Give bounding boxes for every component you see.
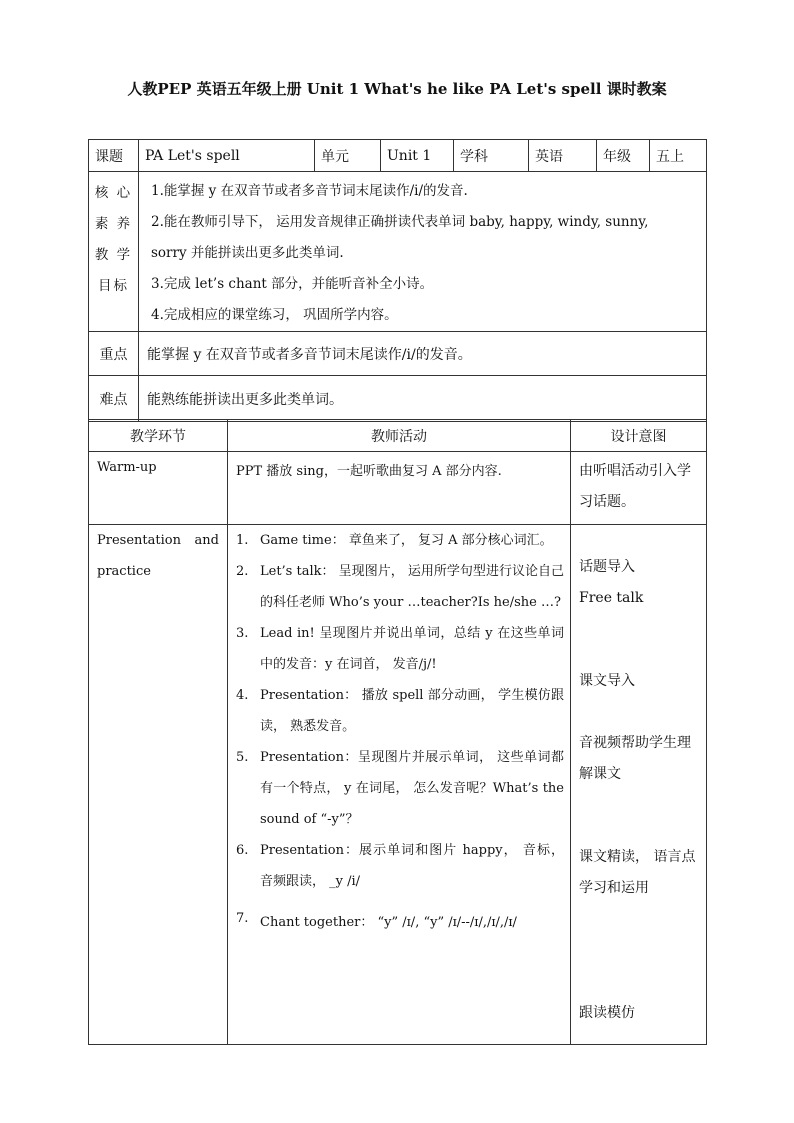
activity-step: 7. Chant together： “y” /ɪ/, “y” /ɪ/--/ɪ/,/ɪ/,/ɪ/ — [236, 911, 517, 930]
difficulty-text: 能熟练能拼读出更多此类单词。 — [139, 376, 707, 422]
activity-header: 教师活动 — [228, 420, 571, 452]
intent-header: 设计意图 — [571, 420, 707, 452]
goal-item: 4.完成相应的课堂练习， 巩固所学内容。 — [151, 307, 398, 323]
goal-item: 2.能在教师引导下， 运用发音规律正确拼读代表单词 baby, happy, windy, sunny, — [151, 214, 649, 230]
key-point-label: 重点 — [89, 332, 139, 376]
grade-label: 年级 — [597, 140, 650, 172]
intent-note: 话题导入 — [579, 559, 635, 575]
activity-step: 1. Game time： 章鱼来了， 复习 A 部分核心词汇。 — [236, 533, 553, 548]
goal-item: 1.能掌握 y 在双音节或者多音节词末尾读作/i/的发音. — [151, 183, 468, 199]
warmup-intent: 由听唱活动引入学习话题。 — [571, 452, 707, 525]
subject-value: 英语 — [529, 140, 597, 172]
activity-step: 2. Let’s talk： 呈现图片， 运用所学句型进行议论自己的科任老师 Who’s your …teacher?Is he/she …? — [236, 564, 564, 610]
activity-step: 5. Presentation：呈现图片并展示单词， 这些单词都有一个特点， y 在词尾， 怎么发音呢？What’s the sound of “-y”？ — [236, 750, 564, 827]
presentation-activities — [228, 525, 571, 1045]
intent-note: 课文精读， 语言点学习和运用 — [579, 849, 696, 896]
goal-item: 3.完成 let’s chant 部分，并能听音补全小诗。 — [151, 276, 434, 292]
unit-label: 单元 — [315, 140, 381, 172]
goal-item: sorry 并能拼读出更多此类单词. — [151, 245, 344, 261]
activity-step: 4. Presentation： 播放 spell 部分动画， 学生模仿跟读， 熟悉发音。 — [236, 688, 564, 734]
activity-step: 6. Presentation：展示单词和图片 happy， 音标， 音频跟读， _y /i/ — [236, 843, 564, 889]
course-value: PA Let's spell — [139, 140, 315, 172]
goals-content — [139, 172, 707, 332]
lesson-info-table — [88, 139, 707, 422]
intent-note: 跟读模仿 — [579, 1005, 635, 1021]
warmup-stage: Warm-up — [89, 452, 228, 525]
key-point-text: 能掌握 y 在双音节或者多音节词末尾读作/i/的发音。 — [139, 332, 707, 376]
subject-label: 学科 — [454, 140, 529, 172]
intent-note: Free talk — [579, 590, 644, 606]
difficulty-label: 难点 — [89, 376, 139, 422]
presentation-stage: Presentation and practice — [89, 525, 228, 1045]
unit-value: Unit 1 — [381, 140, 454, 172]
course-label: 课题 — [89, 140, 139, 172]
teaching-process-table — [88, 419, 707, 1045]
warmup-activity: PPT 播放 sing，一起听歌曲复习 A 部分内容. — [228, 452, 571, 525]
grade-value: 五上 — [650, 140, 707, 172]
goals-label: 核 心 素 养 教 学 目标 — [89, 172, 139, 332]
intent-note: 音视频帮助学生理解课文 — [579, 735, 691, 782]
stage-header: 教学环节 — [89, 420, 228, 452]
activity-step: 3. Lead in! 呈现图片并说出单词，总结 y 在这些单词中的发音：y 在词首， 发音/j/! — [236, 626, 564, 672]
intent-note: 课文导入 — [579, 673, 635, 689]
presentation-intents — [571, 525, 707, 1045]
page-title: 人教PEP 英语五年级上册 Unit 1 What's he like PA Let's spell 课时教案 — [127, 80, 667, 98]
